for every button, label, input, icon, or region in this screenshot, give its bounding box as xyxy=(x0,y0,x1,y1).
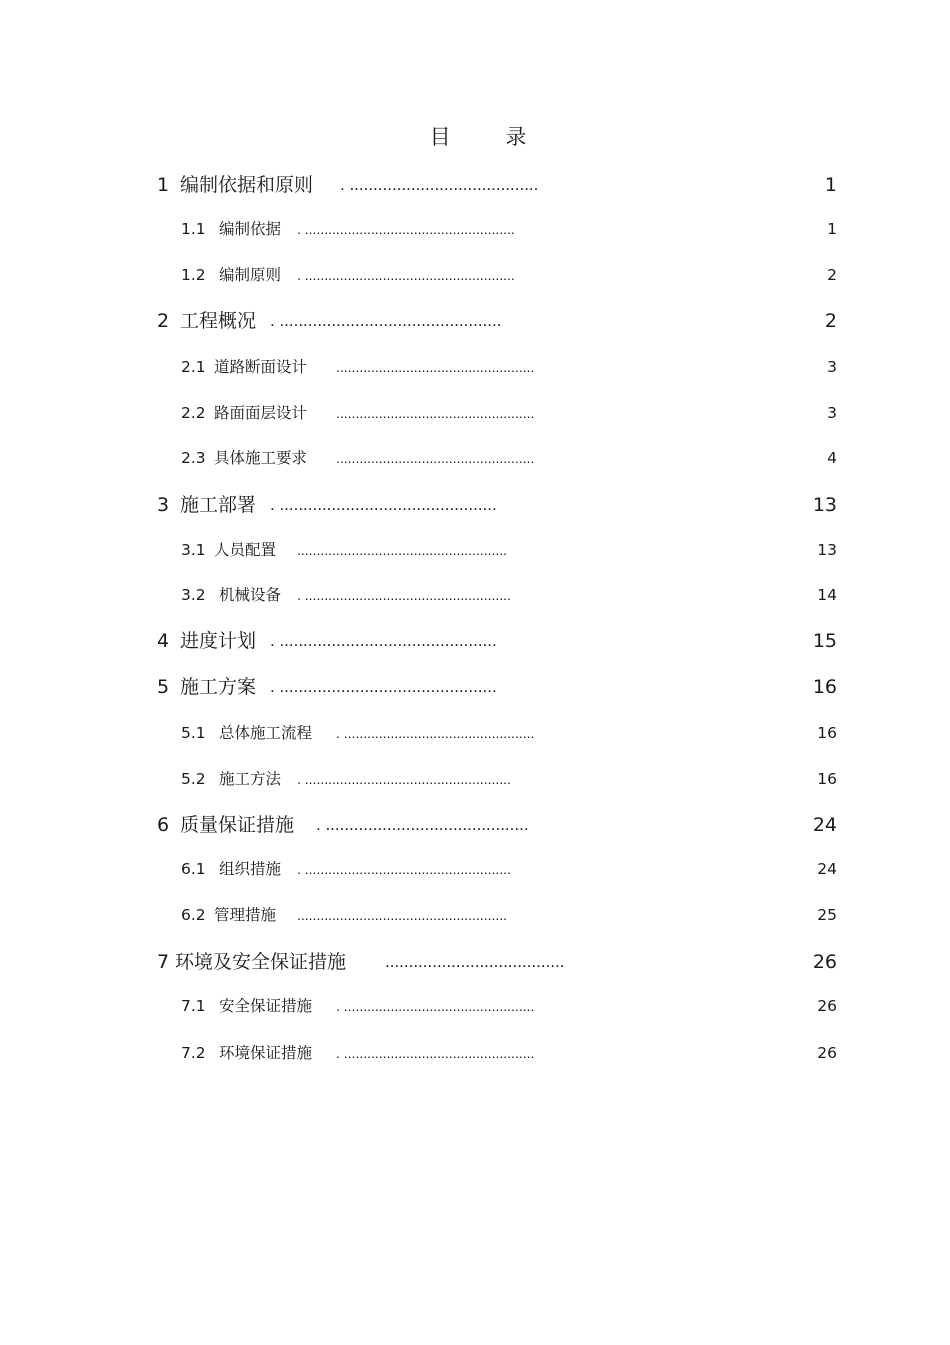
toc-entry-number: 7.2 xyxy=(181,1044,206,1062)
toc-entry-number: 2.1 xyxy=(181,358,206,376)
toc-page-number: 24 xyxy=(812,814,837,836)
toc-entry-number: 1.2 xyxy=(181,266,206,284)
toc-page-number: 16 xyxy=(817,724,837,742)
toc-page-number: 2 xyxy=(824,310,837,332)
toc-page-number: 26 xyxy=(812,951,837,973)
toc-dot-leader: . ...................................................... xyxy=(297,267,515,283)
toc-entry-title: 施工部署 xyxy=(180,494,257,516)
toc-page-number: 16 xyxy=(817,770,837,788)
toc-entry-number: 6.1 xyxy=(181,860,206,878)
toc-entry-number: 3.1 xyxy=(181,541,206,559)
toc-dot-leader: . ............................................... xyxy=(270,311,502,330)
toc-page-number: 4 xyxy=(827,449,837,467)
toc-page-number: 1 xyxy=(827,220,837,238)
toc-entry-number: 2.2 xyxy=(181,404,206,422)
toc-dot-leader: ................................................... xyxy=(336,359,535,375)
toc-dot-leader: . .............................................. xyxy=(270,677,497,696)
toc-entry-title: 进度计划 xyxy=(180,630,257,652)
toc-page-number: 3 xyxy=(827,404,837,422)
toc-dot-leader: . .............................................. xyxy=(270,495,497,514)
toc-entry-title: 编制依据和原则 xyxy=(180,174,314,196)
toc-entry-number: 6 xyxy=(157,814,170,836)
toc-entry-title: 路面面层设计 xyxy=(214,404,308,422)
toc-dot-leader: . ........................................... xyxy=(316,815,529,834)
toc-dot-leader: . ..................................................... xyxy=(297,771,511,787)
toc-entry-number: 7 xyxy=(157,951,170,973)
toc-page-number: 3 xyxy=(827,358,837,376)
toc-entry-title: 管理措施 xyxy=(214,906,277,924)
toc-entry-title: 施工方案 xyxy=(180,676,257,698)
toc-entry-number: 2 xyxy=(157,310,170,332)
toc-entry-title: 组织措施 xyxy=(219,860,282,878)
toc-dot-leader: . ................................................. xyxy=(336,1045,535,1061)
toc-entry-number: 2.3 xyxy=(181,449,206,467)
page-title: 目 录 xyxy=(429,125,551,149)
toc-dot-leader: ...................................................... xyxy=(297,542,508,558)
toc-page-number: 16 xyxy=(812,676,837,698)
toc-dot-leader: . ...................................................... xyxy=(297,221,515,237)
toc-dot-leader: . ................................................. xyxy=(336,998,535,1014)
toc-entry-title: 道路断面设计 xyxy=(214,358,308,376)
toc-dot-leader: . ........................................ xyxy=(340,175,539,194)
toc-dot-leader: ...................................... xyxy=(385,952,565,971)
toc-entry-title: 人员配置 xyxy=(214,541,277,559)
toc-dot-leader: . ................................................. xyxy=(336,725,535,741)
toc-entry-title: 安全保证措施 xyxy=(219,997,313,1015)
toc-dot-leader: ...................................................... xyxy=(297,907,508,923)
toc-entry-title: 编制依据 xyxy=(219,220,282,238)
toc-dot-leader: ................................................... xyxy=(336,405,535,421)
toc-entry-number: 6.2 xyxy=(181,906,206,924)
toc-page-number: 26 xyxy=(817,997,837,1015)
toc-dot-leader: . ..................................................... xyxy=(297,587,511,603)
toc-dot-leader: . ..................................................... xyxy=(297,861,511,877)
toc-entry-number: 7.1 xyxy=(181,997,206,1015)
toc-entry-number: 3.2 xyxy=(181,586,206,604)
toc-entry-number: 1 xyxy=(157,174,170,196)
toc-entry-number: 5.2 xyxy=(181,770,206,788)
toc-page-number: 13 xyxy=(817,541,837,559)
toc-entry-title: 环境及安全保证措施 xyxy=(175,951,347,973)
toc-entry-title: 环境保证措施 xyxy=(219,1044,313,1062)
toc-entry-title: 质量保证措施 xyxy=(180,814,295,836)
toc-page-number: 1 xyxy=(824,174,837,196)
toc-page-number: 15 xyxy=(812,630,837,652)
toc-page-number: 26 xyxy=(817,1044,837,1062)
toc-page-number: 2 xyxy=(827,266,837,284)
toc-entry-title: 具体施工要求 xyxy=(214,449,308,467)
toc-entry-title: 工程概况 xyxy=(180,310,257,332)
toc-page-number: 25 xyxy=(817,906,837,924)
toc-page-number: 13 xyxy=(812,494,837,516)
toc-entry-number: 5 xyxy=(157,676,170,698)
toc-entry-number: 5.1 xyxy=(181,724,206,742)
toc-dot-leader: . .............................................. xyxy=(270,631,497,650)
toc-entry-title: 总体施工流程 xyxy=(219,724,313,742)
toc-entry-number: 4 xyxy=(157,630,170,652)
toc-entry-title: 施工方法 xyxy=(219,770,282,788)
toc-entry-number: 3 xyxy=(157,494,170,516)
toc-entry-title: 机械设备 xyxy=(219,586,282,604)
toc-page-number: 24 xyxy=(817,860,837,878)
toc-entry-number: 1.1 xyxy=(181,220,206,238)
toc-dot-leader: ................................................... xyxy=(336,450,535,466)
toc-page-number: 14 xyxy=(817,586,837,604)
toc-entry-title: 编制原则 xyxy=(219,266,282,284)
